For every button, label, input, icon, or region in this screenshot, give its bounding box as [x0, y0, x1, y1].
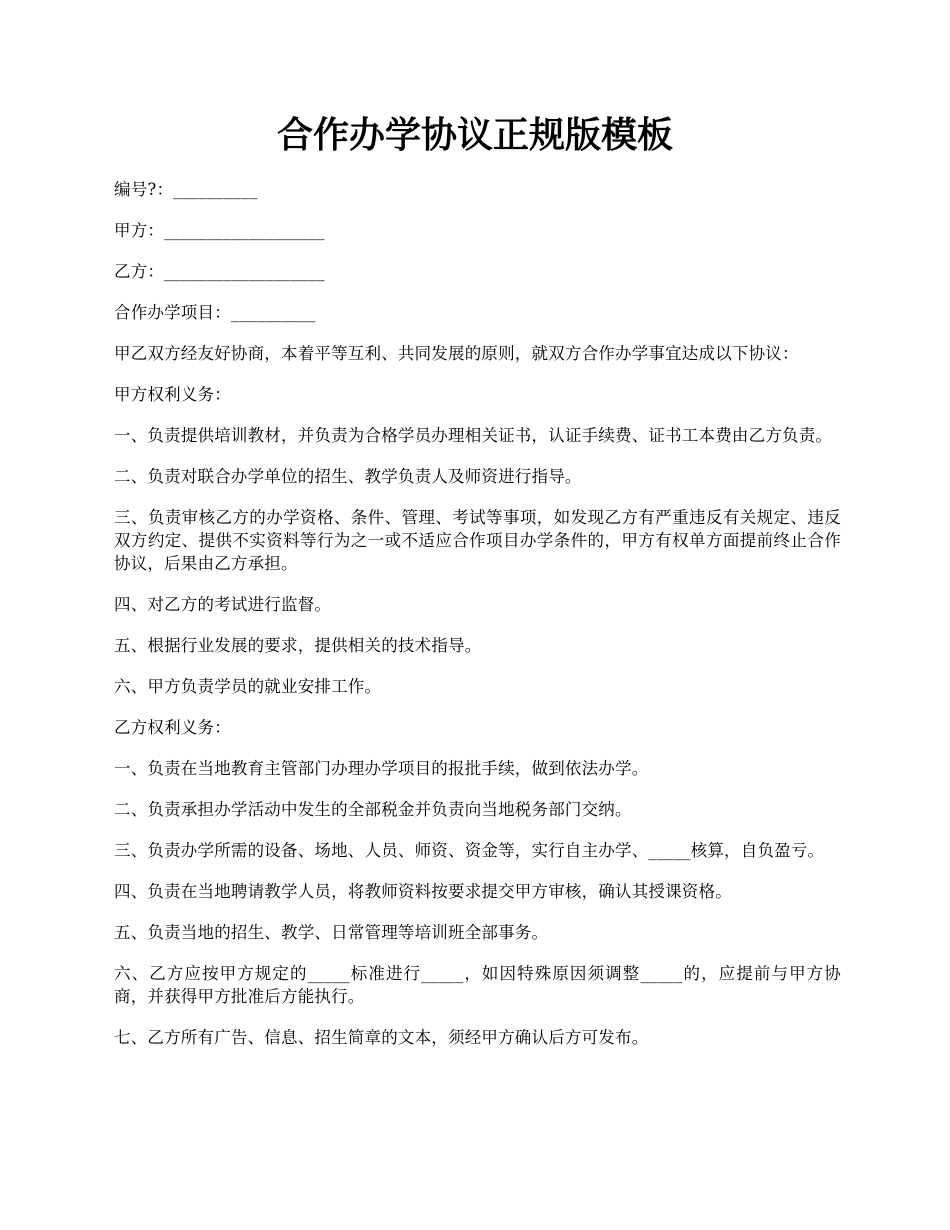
party-a-line: 甲方：___________________ [114, 221, 325, 240]
project-line: 合作办学项目：__________ [114, 303, 316, 322]
party-b-line: 乙方：___________________ [114, 262, 325, 281]
clause-paragraph: 五、根据行业发展的要求，提供相关的技术指导。 [114, 636, 482, 655]
document-body [114, 178, 841, 1067]
document-title: 合作办学协议正规版模板 [276, 115, 673, 156]
clause-paragraph: 三、负责办学所需的设备、场地、人员、师资、资金等，实行自主办学、_____核算，自负盈亏。 [114, 841, 825, 860]
serial-number-line: 编号?：__________ [114, 180, 258, 199]
clause-paragraph: 六、乙方应按甲方规定的_____标准进行_____，如因特殊原因须调整_____的，应提前与甲方协商，并获得甲方批准后方能执行。 [114, 964, 841, 1006]
party-a-rights-heading: 甲方权利义务： [114, 385, 231, 404]
clause-paragraph: 一、负责提供培训教材，并负责为合格学员办理相关证书，认证手续费、证书工本费由乙方负责。 [114, 426, 833, 445]
party-b-rights-heading: 乙方权利义务： [114, 718, 231, 737]
clause-paragraph: 六、甲方负责学员的就业安排工作。 [114, 677, 382, 696]
clause-paragraph: 五、负责当地的招生、教学、日常管理等培训班全部事务。 [114, 923, 549, 942]
preamble-paragraph: 甲乙双方经友好协商，本着平等互利、共同发展的原则，就双方合作办学事宜达成以下协议： [114, 344, 799, 363]
clause-paragraph: 二、负责对联合办学单位的招生、教学负责人及师资进行指导。 [114, 467, 582, 486]
clause-paragraph: 二、负责承担办学活动中发生的全部税金并负责向当地税务部门交纳。 [114, 800, 632, 819]
clause-paragraph: 一、负责在当地教育主管部门办理办学项目的报批手续，做到依法办学。 [114, 759, 649, 778]
clause-paragraph: 三、负责审核乙方的办学资格、条件、管理、考试等事项，如发现乙方有严重违反有关规定、违反双方约定、提供不实资料等行为之一或不适应合作项目办学条件的，甲方有权单方面提前终止合作协议，后果由乙方承担。 [114, 508, 841, 573]
clause-paragraph: 四、负责在当地聘请教学人员，将教师资料按要求提交甲方审核，确认其授课资格。 [114, 882, 732, 901]
clause-paragraph: 七、乙方所有广告、信息、招生简章的文本，须经甲方确认后方可发布。 [114, 1028, 649, 1047]
clause-paragraph: 四、对乙方的考试进行监督。 [114, 595, 332, 614]
